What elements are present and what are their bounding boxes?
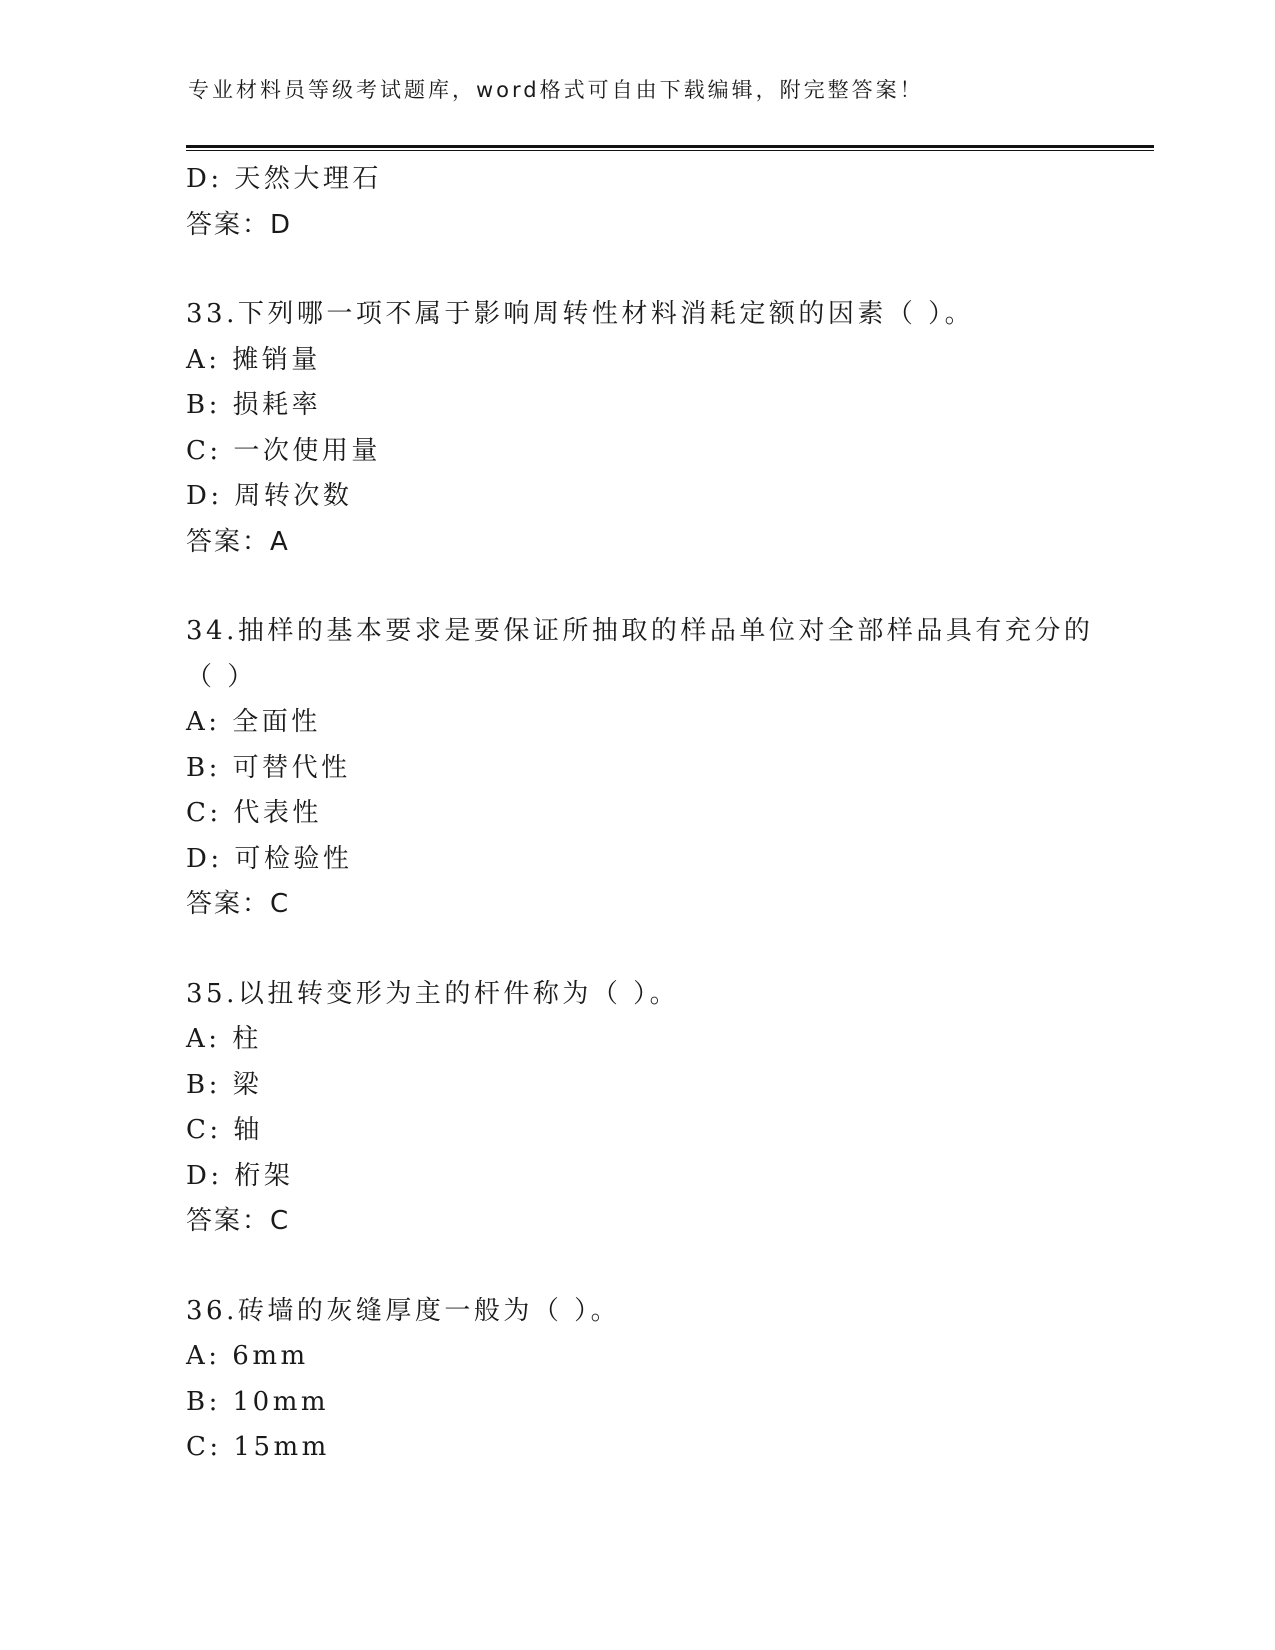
- option-a: A: 柱: [186, 1024, 262, 1054]
- option-d: D: 周转次数: [186, 481, 353, 511]
- option-b: B: 10mm: [186, 1386, 330, 1417]
- option-a: A: 6mm: [186, 1341, 309, 1371]
- option-c: C: 一次使用量: [186, 435, 381, 466]
- option-a: A: 全面性: [186, 707, 321, 737]
- question-33: [186, 292, 1086, 565]
- option-d: D: 天然大理石: [186, 164, 382, 194]
- option-b: B: 可替代性: [186, 752, 351, 783]
- answer: 答案：C: [186, 1206, 291, 1236]
- question-stem-continuation: （ ）: [186, 661, 257, 692]
- question-36: [186, 1289, 1086, 1471]
- option-b: B: 梁: [186, 1069, 263, 1100]
- option-c: C: 代表性: [186, 798, 322, 828]
- question-35: [186, 972, 1086, 1245]
- answer: 答案：C: [186, 889, 291, 919]
- question-list: [186, 157, 1094, 1471]
- option-c: C: 15mm: [186, 1432, 330, 1462]
- page-header: 专业材料员等级考试题库，word格式可自由下载编辑，附完整答案！: [188, 78, 924, 102]
- option-d: D: 可检验性: [186, 843, 353, 874]
- question-stem: 36.砖墙的灰缝厚度一般为（ ）。: [186, 1295, 621, 1326]
- question-stem: 35.以扭转变形为主的杆件称为（ ）。: [186, 978, 680, 1009]
- header-divider-thin: [186, 150, 1154, 151]
- question-stem: 34.抽样的基本要求是要保证所抽取的样品单位对全部样品具有充分的: [186, 616, 1094, 646]
- previous-question-tail: [186, 157, 1086, 248]
- answer: 答案：A: [186, 526, 290, 557]
- option-a: A: 摊销量: [186, 344, 321, 375]
- header-divider: [186, 145, 1154, 148]
- answer: 答案：D: [186, 209, 293, 240]
- option-d: D: 桁架: [186, 1160, 294, 1191]
- option-b: B: 损耗率: [186, 390, 322, 420]
- question-stem: 33.下列哪一项不属于影响周转性材料消耗定额的因素（ ）。: [186, 299, 975, 329]
- question-34: [186, 609, 1094, 928]
- option-c: C: 轴: [186, 1115, 263, 1145]
